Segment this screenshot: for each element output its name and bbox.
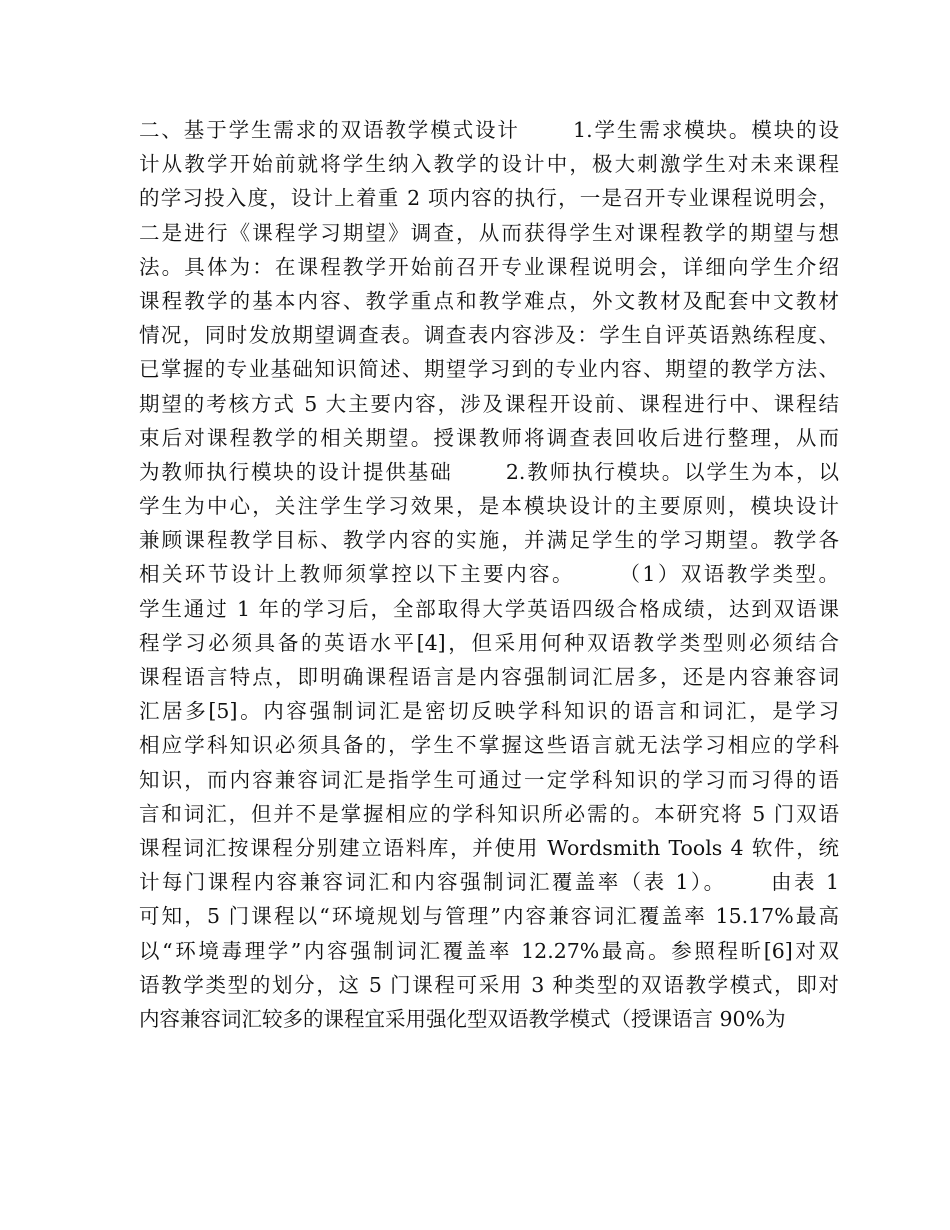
text-line: 束后对课程教学的相关期望。授课教师将调查表回收后进行整理，从而 [139,425,839,450]
body-text [139,113,839,1036]
text-line: 学生通过 1 年的学习后，全部取得大学英语四级合格成绩，达到双语课 [139,596,839,621]
text-line: 以“环境毒理学”内容强制词汇覆盖率 12.27%最高。参照程昕[6]对双 [139,938,839,963]
text-line: 已掌握的专业基础知识简述、期望学习到的专业内容、期望的教学方法、 [139,357,839,382]
text-line: 知识，而内容兼容词汇是指学生可通过一定学科知识的学习而习得的语 [139,767,839,792]
text-line: 课程词汇按课程分别建立语料库，并使用 Wordsmith Tools 4 软件，统 [139,835,839,860]
text-line: 课程教学的基本内容、教学重点和教学难点，外文教材及配套中文教材 [139,288,839,313]
text-line: 二、基于学生需求的双语教学模式设计 1.学生需求模块。模块的设 [139,118,839,142]
text-line: 二是进行《课程学习期望》调查，从而获得学生对课程教学的期望与想 [139,220,839,245]
text-line: 相应学科知识必须具备的，学生不掌握这些语言就无法学习相应的学科 [139,733,839,758]
text-line: 计每门课程内容兼容词汇和内容强制词汇覆盖率（表 1）。 由表 1 [139,870,839,895]
text-line: 可知，5 门课程以“环境规划与管理”内容兼容词汇覆盖率 15.17%最高 [139,904,839,929]
text-line: 情况，同时发放期望调查表。调查表内容涉及：学生自评英语熟练程度、 [139,323,839,348]
text-line: 为教师执行模块的设计提供基础 2.教师执行模块。以学生为本，以 [139,459,839,484]
text-line: 兼顾课程教学目标、教学内容的实施，并满足学生的学习期望。教学各 [139,528,839,553]
text-line: 计从教学开始前就将学生纳入教学的设计中，极大刺激学生对未来课程 [139,152,839,177]
text-line: 课程语言特点，即明确课程语言是内容强制词汇居多，还是内容兼容词 [139,665,839,689]
text-line: 期望的考核方式 5 大主要内容，涉及课程开设前、课程进行中、课程结 [139,391,839,416]
text-line: 学生为中心，关注学生学习效果，是本模块设计的主要原则，模块设计 [139,494,839,519]
text-line: 内容兼容词汇较多的课程宜采用强化型双语教学模式（授课语言 90%为 [139,1006,786,1031]
text-line: 语教学类型的划分，这 5 门课程可采用 3 种类型的双语教学模式，即对 [139,972,839,997]
text-line: 的学习投入度，设计上着重 2 项内容的执行，一是召开专业课程说明会， [139,186,839,211]
text-line: 言和词汇，但并不是掌握相应的学科知识所必需的。本研究将 5 门双语 [139,801,839,826]
text-line: 相关环节设计上教师须掌控以下主要内容。 （1）双语教学类型。 [139,562,839,587]
text-line: 汇居多[5]。内容强制词汇是密切反映学科知识的语言和词汇，是学习 [139,699,839,724]
text-line: 程学习必须具备的英语水平[4]，但采用何种双语教学类型则必须结合 [139,630,839,655]
text-line: 法。具体为：在课程教学开始前召开专业课程说明会，详细向学生介绍 [139,254,839,279]
